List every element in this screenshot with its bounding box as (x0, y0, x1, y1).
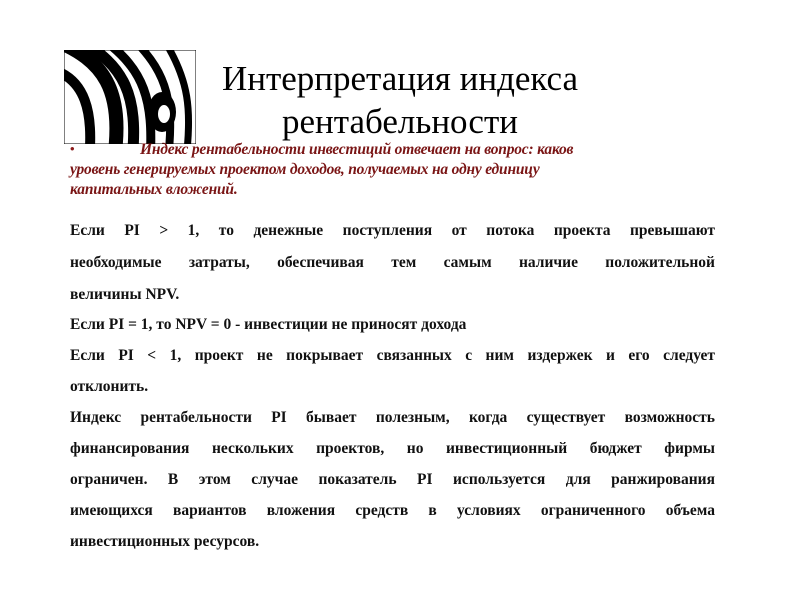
body-line: инвестиционных ресурсов. (70, 533, 260, 550)
body-line: Если PI > 1, то денежные поступления от потока проекта превышают (70, 222, 715, 239)
body-line: финансирования нескольких проектов, но инвестиционный бюджет фирмы (70, 440, 715, 457)
body-line: Если PI = 1, то NPV = 0 - инвестиции не приносят дохода (70, 316, 467, 333)
intro-line: капитальных вложений. (70, 181, 238, 198)
page-title (150, 57, 650, 143)
body-line: Если PI < 1, проект не покрывает связанных с ним издержек и его следует (70, 347, 715, 364)
title-line: Интерпретация индекса (221, 59, 579, 98)
body-line: имеющихся вариантов вложения средств в условиях ограниченного объема (70, 502, 715, 519)
intro-line: уровень генерируемых проектом доходов, получаемых на одну единицу (70, 161, 540, 178)
body-line: Индекс рентабельности PI бывает полезным, когда существует возможность (70, 409, 715, 426)
body-line: величины NPV. (70, 286, 180, 303)
title-line: рентабельности (282, 102, 518, 141)
body-line: ограничен. В этом случае показатель PI используется для ранжирования (70, 471, 715, 488)
body-line: необходимые затраты, обеспечивая тем самым наличие положительной (70, 254, 715, 271)
body-line: отклонить. (70, 378, 149, 395)
bullet-marker: • (70, 141, 75, 156)
intro-line: Индекс рентабельности инвестиций отвечает на вопрос: каков (140, 141, 574, 158)
intro-paragraph (70, 140, 670, 200)
